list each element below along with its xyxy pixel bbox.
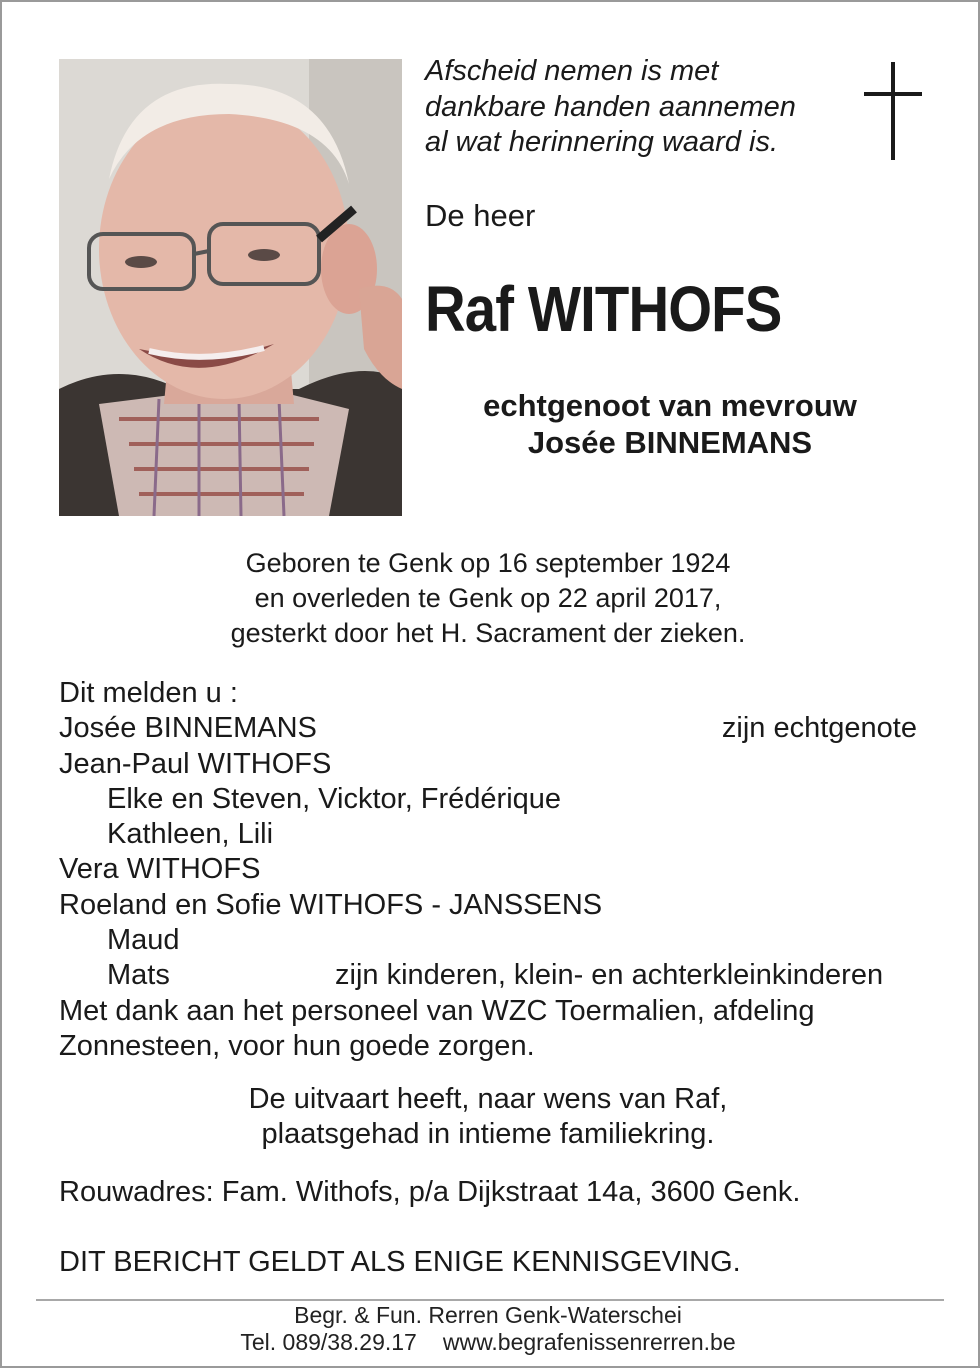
spouse-relation: echtgenoot van mevrouw [483,388,857,423]
list-item [59,711,919,746]
list-item: Vera WITHOFS [59,853,261,886]
official-notice: DIT BERICHT GELDT ALS ENIGE KENNISGEVING. [59,1246,741,1278]
last-grandchild: Mats [107,959,170,992]
cross-icon [864,62,922,160]
quote-line: al wat herinnering waard is. [425,126,779,158]
mourning-address: Rouwadres: Fam. Withofs, p/a Dijkstraat 14a, 3600 Genk. [59,1176,801,1208]
sacrament-line: gesterkt door het H. Sacrament der zieken. [230,618,746,648]
company-phone: Tel. 089/38.29.17 [240,1329,417,1355]
announcers-intro: Dit melden u : [59,677,238,709]
funeral-line: De uitvaart heeft, naar wens van Raf, [248,1083,728,1115]
quote-line: Afscheid nemen is met [425,55,719,87]
list-item: Maud [107,924,180,957]
thanks-line: Met dank aan het personeel van WZC Toermalien, afdeling [59,994,815,1027]
spouse-block [430,387,910,461]
list-item: Jean-Paul WITHOFS [59,747,332,780]
honorific: De heer [425,198,536,233]
deceased-name: Raf WITHOFS [425,273,782,345]
funeral-company: Begr. & Fun. Rerren Genk-Waterschei [294,1302,682,1328]
spouse-role: zijn echtgenote [721,712,917,745]
list-item [59,958,919,993]
memorial-quote [425,54,845,161]
birth-line: Geboren te Genk op 16 september 1924 [245,548,731,578]
portrait-photo [59,59,402,516]
funeral-line: plaatsgehad in intieme familiekring. [261,1118,715,1150]
quote-line: dankbare handen aannemen [425,90,796,123]
funeral-info [0,1082,976,1152]
spouse-name: Josée BINNEMANS [527,425,813,460]
death-line: en overleden te Genk op 22 april 2017, [254,583,722,613]
thanks-paragraph [59,994,919,1065]
footer-divider [36,1299,944,1301]
announcers-list [59,676,919,1064]
list-item: Roeland en Sofie WITHOFS - JANSSENS [59,888,603,921]
thanks-line: Zonnesteen, voor hun goede zorgen. [59,1029,535,1062]
children-role: zijn kinderen, klein- en achterkleinkinderen [335,959,884,992]
life-dates [0,546,976,651]
list-item: Kathleen, Lili [107,818,274,851]
company-website[interactable]: www.begrafenissenrerren.be [442,1329,736,1355]
list-item: Elke en Steven, Vicktor, Frédérique [107,782,562,815]
footer [0,1302,976,1356]
spouse-announcer: Josée BINNEMANS [59,712,317,745]
